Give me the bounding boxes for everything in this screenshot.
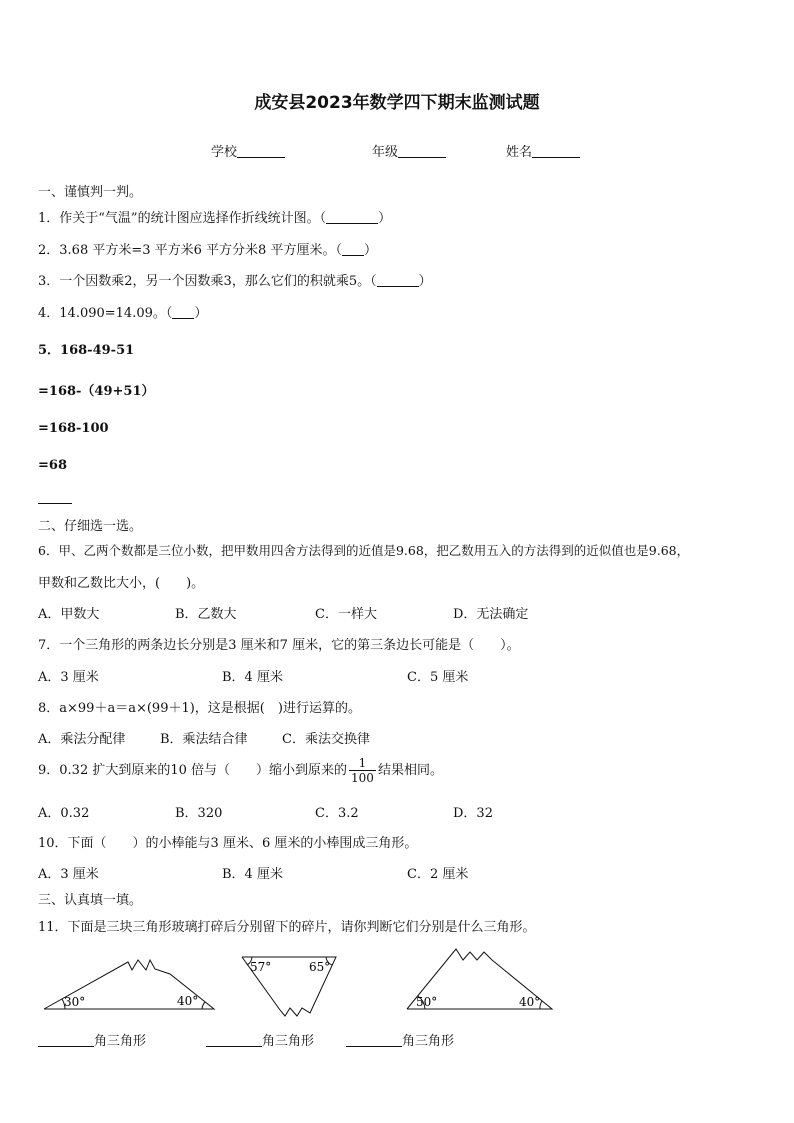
section-heading-3: 三、认真填一填。 <box>38 893 143 908</box>
fragment-1-angle-left: 30° <box>64 995 86 1009</box>
school-blank[interactable] <box>237 145 285 158</box>
question-2 <box>38 239 377 258</box>
question-3-close: ） <box>418 274 432 289</box>
question-6-option-d[interactable]: D．无法确定 <box>453 607 529 622</box>
school-label: 学校 <box>211 145 238 160</box>
fragment-1-angle-right: 40° <box>177 994 199 1008</box>
question-3-text: 3．一个因数乘2，另一个因数乘3，那么它们的积就乘5。（ <box>38 274 377 289</box>
triangle-fragments-figure <box>0 940 794 1020</box>
question-8-option-c[interactable]: C．乘法交换律 <box>282 732 370 747</box>
question-10: 10．下面（ ）的小棒能与3 厘米、6 厘米的小棒围成三角形。 <box>38 836 418 851</box>
grade-label: 年级 <box>372 145 399 160</box>
name-label: 姓名 <box>506 145 533 160</box>
question-1 <box>38 207 391 226</box>
question-5-answer-blank[interactable] <box>38 503 72 504</box>
question-6-line-1: 6．甲、乙两个数都是三位小数，把甲数用四舍方法得到的近值是9.68，把乙数用五入的方法得到的近似值也是9.68， <box>38 543 690 558</box>
answer-1-blank[interactable] <box>38 1034 94 1047</box>
question-9-option-d[interactable]: D．32 <box>453 806 493 821</box>
fraction-denominator: 100 <box>351 771 374 785</box>
question-2-close: ） <box>363 243 377 258</box>
answer-2-suffix: 角三角形 <box>262 1034 315 1049</box>
question-4-text: 4．14.090=14.09。（ <box>38 306 173 321</box>
question-1-close: ） <box>378 211 392 226</box>
fraction-numerator: 1 <box>349 756 376 771</box>
question-5-line-2: =168-（49+51） <box>38 384 155 399</box>
school-field[interactable] <box>211 141 285 160</box>
question-2-text: 2．3.68 平方米=3 平方米6 平方分米8 平方厘米。（ <box>38 243 342 258</box>
question-6-option-b[interactable]: B．乙数大 <box>175 607 237 622</box>
question-10-option-b[interactable]: B．4 厘米 <box>222 867 283 882</box>
name-field[interactable] <box>506 141 580 160</box>
question-9-text-before: 9．0.32 扩大到原来的10 倍与（ ）缩小到原来的 <box>38 763 348 778</box>
answer-2-blank[interactable] <box>206 1034 262 1047</box>
question-8-option-a[interactable]: A．乘法分配律 <box>38 732 126 747</box>
grade-field[interactable] <box>372 141 446 160</box>
fragment-3-angle-right: 40° <box>519 995 541 1009</box>
question-6-option-a[interactable]: A．甲数大 <box>38 607 100 622</box>
section-heading-1: 一、谨慎判一判。 <box>38 185 143 200</box>
question-9-fraction <box>349 756 376 785</box>
question-11: 11．下面是三块三角形玻璃打碎后分别留下的碎片，请你判断它们分别是什么三角形。 <box>38 920 536 935</box>
question-4 <box>38 302 207 321</box>
question-5-line-4: =68 <box>38 458 67 473</box>
question-8: 8．a×99＋a＝a×(99＋1)，这是根据( )进行运算的。 <box>38 701 361 716</box>
answer-1-suffix: 角三角形 <box>94 1034 147 1049</box>
question-6-line-2: 甲数和乙数比大小，( )。 <box>38 576 205 591</box>
question-9-text-after: 结果相同。 <box>377 763 443 778</box>
grade-blank[interactable] <box>398 145 446 158</box>
question-1-blank[interactable] <box>326 211 378 224</box>
name-blank[interactable] <box>532 145 580 158</box>
section-heading-2: 二、仔细选一选。 <box>38 519 143 534</box>
question-9-option-b[interactable]: B．320 <box>175 806 223 821</box>
question-11-answer-3 <box>346 1030 454 1049</box>
fragment-2-angle-left: 57° <box>250 960 272 974</box>
question-9-option-c[interactable]: C．3.2 <box>315 806 359 821</box>
question-6-option-c[interactable]: C．一样大 <box>315 607 377 622</box>
question-9-option-a[interactable]: A．0.32 <box>38 806 90 821</box>
page-title: 成安县2023年数学四下期末监测试题 <box>254 93 540 113</box>
question-8-option-b[interactable]: B．乘法结合律 <box>160 732 248 747</box>
question-4-blank[interactable] <box>172 306 194 319</box>
fragment-2-angle-right: 65° <box>309 960 331 974</box>
question-7-option-c[interactable]: C．5 厘米 <box>407 670 469 685</box>
question-2-blank[interactable] <box>342 243 364 256</box>
question-7: 7．一个三角形的两条边长分别是3 厘米和7 厘米，它的第三条边长可能是（ ）。 <box>38 638 520 653</box>
question-3 <box>38 270 432 289</box>
question-4-close: ） <box>194 306 208 321</box>
answer-3-suffix: 角三角形 <box>402 1034 455 1049</box>
question-3-blank[interactable] <box>377 274 419 287</box>
question-9 <box>38 756 443 785</box>
question-5-line-1: 5．168-49-51 <box>38 343 135 358</box>
question-11-answer-2 <box>206 1030 314 1049</box>
question-5-line-3: =168-100 <box>38 421 109 436</box>
fragment-3-angle-left: 50° <box>416 995 438 1009</box>
question-1-text: 1．作关于“气温”的统计图应选择作折线统计图。（ <box>38 211 327 226</box>
answer-3-blank[interactable] <box>346 1034 402 1047</box>
question-11-answer-1 <box>38 1030 146 1049</box>
question-7-option-a[interactable]: A．3 厘米 <box>38 670 99 685</box>
question-10-option-c[interactable]: C．2 厘米 <box>407 867 469 882</box>
question-7-option-b[interactable]: B．4 厘米 <box>222 670 283 685</box>
question-10-option-a[interactable]: A．3 厘米 <box>38 867 99 882</box>
